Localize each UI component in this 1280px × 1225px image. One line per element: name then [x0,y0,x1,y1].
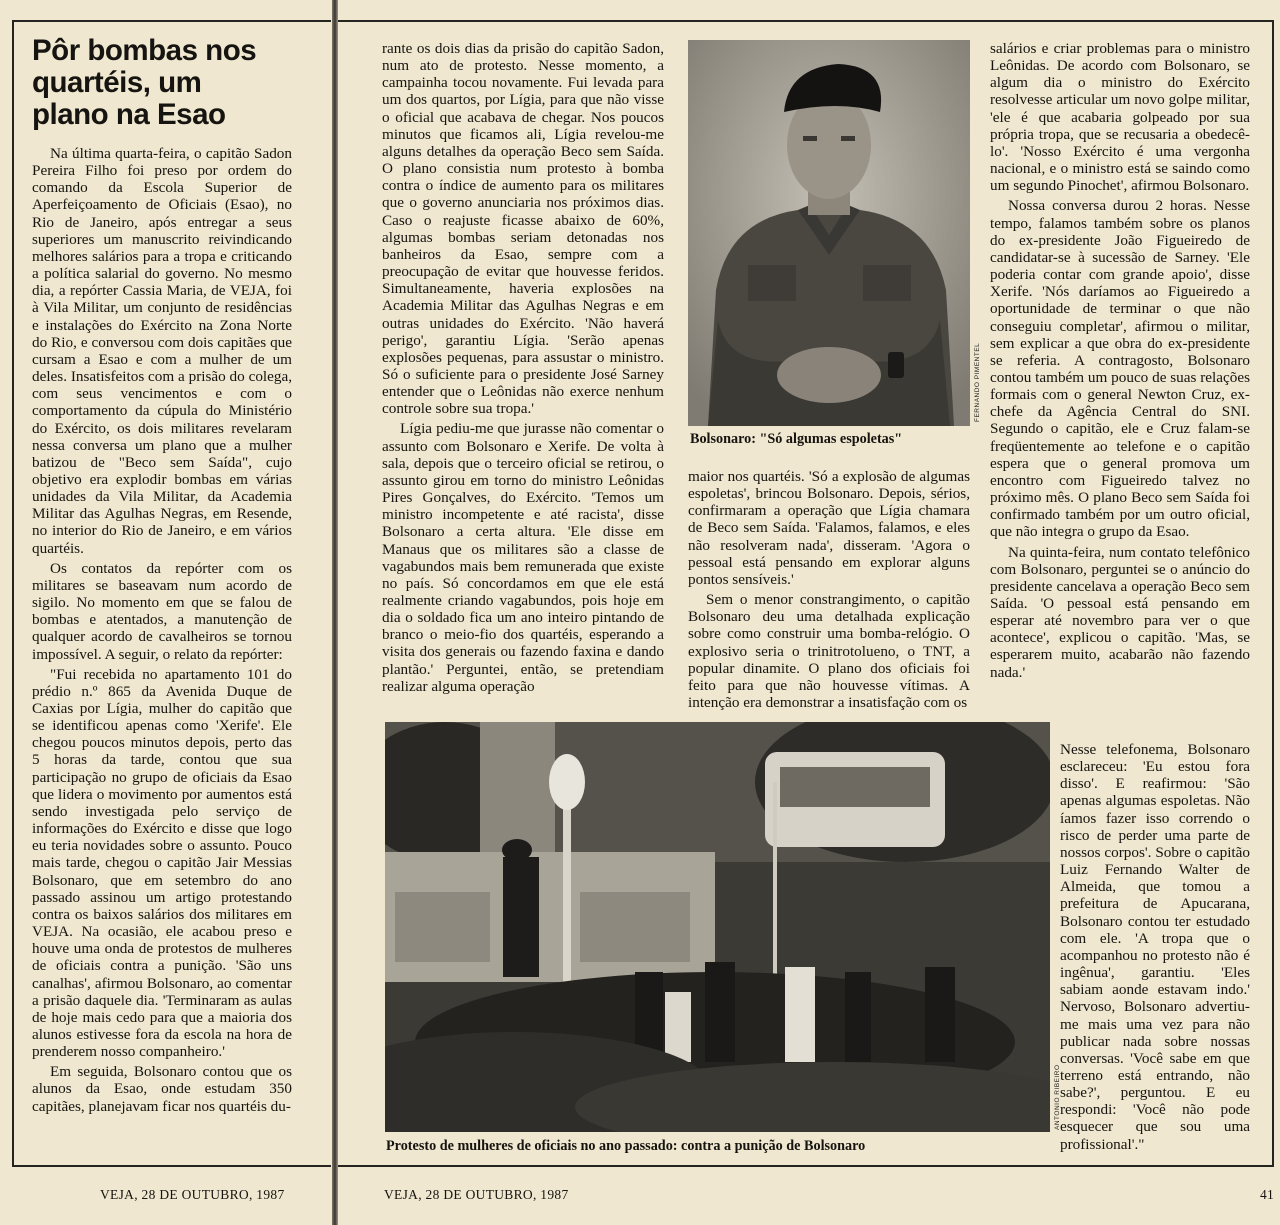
footer-left: VEJA, 28 DE OUTUBRO, 1987 [100,1187,285,1202]
right-border-rule [1272,20,1274,1166]
photo-caption-2: Protesto de mulheres de oficiais no ano passado: contra a punição de Bolsonaro [386,1138,866,1154]
paragraph: Os contatos da repórter com os militares se baseavam num acordo de sigilo. No momento em que se falou de bombas e atentados, a manutenção de qualquer acordo de cavalheiros se tornou impossível. A seguir, o relato da repórter: [32,559,292,663]
paragraph: Nossa conversa durou 2 horas. Nesse tempo, falamos também sobre os planos do ex-presidente João Figueiredo de candidatar-se à sucessão de Sarney. 'Ele poderia contar com grande apoio', disse Xerife. 'Nós daríamos ao Figueiredo a oportunidade de terminar o que não conseguiu completar', afirmou o militar, sem explicar a que obra do ex-presidente se referia. A contragosto, Bolsonaro contou também um pouco de suas relações formais com o general Newton Cruz, ex-chefe da Agência Central do SNI. Segundo o capitão, ele e Cruz falam-se freqüentemente ao telefone e o capitão espera que o general promova um encontro com Figueiredo talvez no próximo mês. O plano Beco sem Saída foi confirmado também por um outro oficial, que não integra o grupo da Esao. [990,197,1250,541]
footer-right: VEJA, 28 DE OUTUBRO, 1987 [384,1187,569,1202]
headline: Pôr bombas nos quartéis, um plano na Esao [32,34,257,131]
paragraph: maior nos quartéis. 'Só a explosão de algumas espoletas', brincou Bolsonaro. Depois, sérios, confirmaram a operação que Lígia chamara de Beco sem Saída. 'Falamos, falamos, e eles não resolveram nada', disseram. 'Agora o pessoal está pensando em explorar alguns pontos sensíveis.' [688,468,970,588]
paragraph: rante os dois dias da prisão do capitão Sadon, num ato de protesto. Nesse momento, a campainha tocou novamente. Fui levada para um dos quartos, por Lígia, para que não visse o oficial que acabava de chegar. Nos poucos minutos que ficamos ali, Lígia revelou-me alguns detalhes da operação Beco sem Saída. O plano consistia num protesto à bomba contra o índice de aumento para os militares que o governo anunciaria nos próximos dias. Caso o reajuste ficasse abaixo de 60%, algumas bombas seriam detonadas nos banheiros da Esao, sempre com a preocupação de evitar que houvesse feridos. Simultaneamente, haveria explosões na Academia Militar das Agulhas Negras e em outras unidades do Exército. 'Não haverá perigo', garantiu Lígia. 'Serão apenas explosões pequenas, para assustar o ministro. Só o suficiente para o presidente José Sarney entender que o Leônidas não exerce nenhum controle sobre sua tropa.' [382,40,664,418]
bottom-rule [338,1165,1274,1167]
article-column-4 [990,40,1250,681]
left-border-rule [12,20,14,1166]
paragraph: Na última quarta-feira, o capitão Sadon Pereira Filho foi preso por ordem do comando da Escola Superior de Aperfeiçoamento de Oficiais (Esao), no Rio de Janeiro, após entregar a seus superiores um manuscrito reivindicando melhores salários para a tropa e criticando a política salarial do governo. No mesmo dia, a repórter Cassia Maria, de VEJA, foi à Vila Militar, um conjunto de residências e instalações do Exército na Zona Norte do Rio, e conversou com dois capitães que cursam a Esao e com a mulher de um deles. Insatisfeitos com a prisão do colega, com seus vencimentos e com o comportamento da cúpula do Ministério do Exército, os dois militares revelaram nessa conversa um plano que a mulher batizou de "Beco sem Saída", cujo objetivo era explodir bombas em várias unidades da Vila Militar, da Academia Militar das Agulhas Negras, em Resende, no interior do Rio de Janeiro, e em vários quartéis. [32,145,292,557]
left-page [0,0,332,1225]
soldier-portrait-image [688,40,970,426]
bottom-rule [12,1165,331,1167]
article-column-5 [1060,741,1250,1153]
article-column-1 [32,145,292,1115]
article-column-3 [688,468,970,711]
photo-caption-1: Bolsonaro: "Só algumas espoletas" [690,431,903,447]
paragraph: Sem o menor constrangimento, o capitão Bolsonaro deu uma detalhada explicação sobre como construir uma bomba-relógio. O explosivo seria o trinitrotolueno, o TNT, a popular dinamite. O plano dos oficiais foi feito para que não houvesse vítimas. A intenção era demonstrar a insatisfação com os [688,591,970,712]
paragraph: Em seguida, Bolsonaro contou que os alunos da Esao, onde estudam 350 capitães, planejavam ficar nos quartéis du- [32,1063,292,1115]
paragraph: Lígia pediu-me que jurasse não comentar o assunto com Bolsonaro e Xerife. De volta à sala, depois que o terceiro oficial se retirou, o assunto girou em torno do ministro Leônidas Pires Gonçalves, do Exército. 'Temos um ministro incompetente e até racista', disse Bolsonaro a certa altura. 'Ele disse em Manaus que os militares são a classe de vagabundos mais bem remunerada que existe no país. Só concordamos em que ele está realmente criando vagabundos, pois hoje em dia o soldado fica um ano inteiro pintando de branco o meio-fio dos quartéis, esperando a visita dos generais ou fazendo faxina e dando plantão.' Perguntei, então, se pretendiam realizar alguma operação [382,420,664,695]
photo-credit-2: ANTONIO RIBEIRO [1054,1064,1061,1130]
paragraph: salários e criar problemas para o ministro Leônidas. De acordo com Bolsonaro, se algum dia o ministro do Exército resolvesse articular um novo golpe militar, 'ele é que acabaria golpeado por sua própria tropa, que se recusaria a obedecê-lo'. 'Nosso Exército é uma vergonha nacional, e o ministro está se saindo como um segundo Pinochet', afirmou Bolsonaro. [990,40,1250,195]
page-number: 41 [1260,1187,1275,1202]
protest-scene-image [385,722,1050,1132]
paragraph: Nesse telefonema, Bolsonaro esclareceu: 'Eu estou fora disso'. E reafirmou: 'São apenas algumas espoletas. Não íamos fazer isso correndo o risco de perder uma parte de nossos corpos'. Sobre o capitão Luiz Fernando Walter de Almeida, que tomou a prefeitura de Apucarana, Bolsonaro contou ter estudado com ele. 'A tropa que o acompanhou no protesto não é ingênua', garantiu. 'Eles sabiam aonde estavam indo.' Nervoso, Bolsonaro advertiu-me mais uma vez para não publicar nada sobre nossas conversas. 'Você sabe em que terreno está entrando, não sabe?', perguntou. E eu respondi: 'Você não pode esquecer que sou uma profissional'." [1060,741,1250,1153]
top-rule [338,20,1274,22]
article-column-2 [382,40,664,695]
top-rule [12,20,331,22]
portrait-photo [688,40,970,426]
protest-photo [385,722,1050,1132]
photo-credit-1: FERNANDO PIMENTEL [974,342,981,422]
paragraph: "Fui recebida no apartamento 101 do prédio n.º 865 da Avenida Duque de Caxias por Lígia, mulher do capitão que se identificou apenas como 'Xerife'. Ele chegou poucos minutos depois, perto das 5 horas da tarde, contou que sua participação no grupo de oficiais da Esao que lidera o movimento por aumentos está sendo investigada pelo serviço de informações do Exército e disse que logo eu teria novidades sobre o assunto. Pouco mais tarde, chegou o capitão Jair Messias Bolsonaro, que em setembro do ano passado assinou um artigo protestando contra os baixos salários dos militares em VEJA. Na ocasião, ele acabou preso e houve uma onda de protestos de mulheres de oficiais contra a punição. 'São uns canalhas', afirmou Bolsonaro, ao comentar a prisão daquele dia. 'Terminaram as aulas de hoje mais cedo para que a maioria dos alunos estivesse fora da escola na hora de prenderem nosso companheiro.' [32,665,292,1061]
paragraph: Na quinta-feira, num contato telefônico com Bolsonaro, perguntei se o anúncio do presidente cancelava a operação Beco sem Saída. 'O pessoal está pensando em esperar até novembro para ver o que acontece', explicou o capitão. 'Mas, se esperarem muito, acabarão não fazendo nada.' [990,543,1250,681]
right-page [338,0,1280,1225]
